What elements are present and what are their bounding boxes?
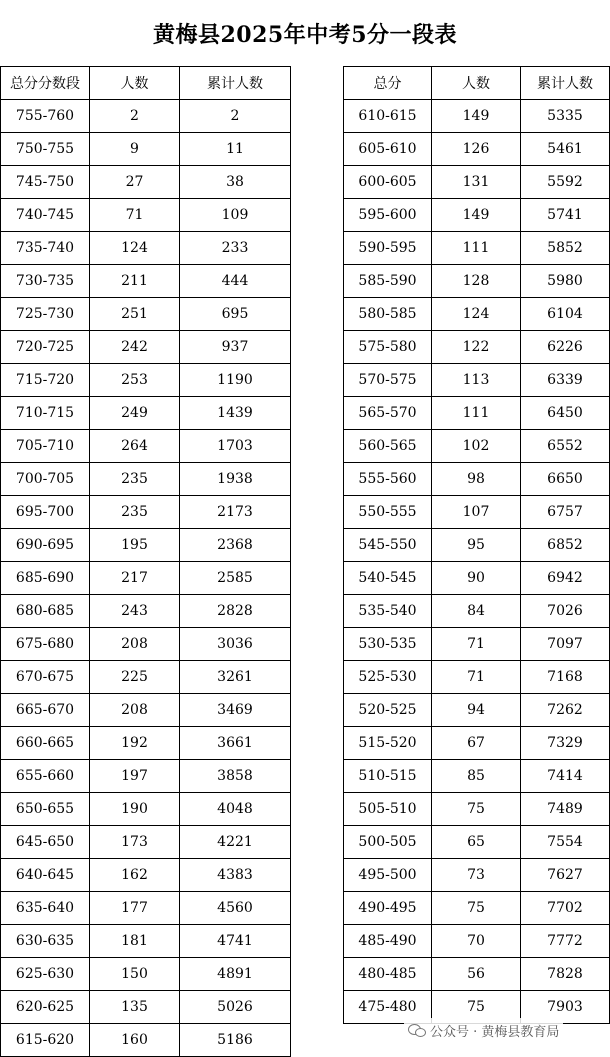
cell-cumulative: 5461 xyxy=(521,133,610,166)
cell-score-range: 530-535 xyxy=(344,628,432,661)
table-row xyxy=(1,397,291,430)
table-row xyxy=(1,562,291,595)
cell-score-range: 545-550 xyxy=(344,529,432,562)
cell-count: 75 xyxy=(432,892,521,925)
cell-score-range: 490-495 xyxy=(344,892,432,925)
cell-count: 190 xyxy=(90,793,180,826)
cell-score-range: 515-520 xyxy=(344,727,432,760)
table-row xyxy=(1,859,291,892)
cell-cumulative: 7702 xyxy=(521,892,610,925)
cell-count: 208 xyxy=(90,694,180,727)
table-row xyxy=(344,166,610,199)
right-table-header-row xyxy=(344,67,610,100)
table-row xyxy=(1,958,291,991)
cell-cumulative: 4741 xyxy=(180,925,291,958)
table-row xyxy=(1,628,291,661)
table-row xyxy=(1,529,291,562)
table-row xyxy=(344,694,610,727)
cell-score-range: 575-580 xyxy=(344,331,432,364)
header-score-range: 总分 xyxy=(344,67,432,100)
table-row xyxy=(1,298,291,331)
cell-count: 249 xyxy=(90,397,180,430)
left-table-body xyxy=(1,100,291,1057)
cell-cumulative: 7414 xyxy=(521,760,610,793)
table-row xyxy=(344,430,610,463)
cell-cumulative: 2368 xyxy=(180,529,291,562)
cell-count: 71 xyxy=(432,628,521,661)
cell-score-range: 610-615 xyxy=(344,100,432,133)
cell-cumulative: 7489 xyxy=(521,793,610,826)
cell-count: 149 xyxy=(432,199,521,232)
cell-count: 56 xyxy=(432,958,521,991)
cell-count: 149 xyxy=(432,100,521,133)
cell-score-range: 485-490 xyxy=(344,925,432,958)
cell-count: 98 xyxy=(432,463,521,496)
cell-cumulative: 5741 xyxy=(521,199,610,232)
cell-cumulative: 2173 xyxy=(180,496,291,529)
cell-count: 111 xyxy=(432,397,521,430)
cell-cumulative: 1703 xyxy=(180,430,291,463)
cell-score-range: 715-720 xyxy=(1,364,90,397)
cell-score-range: 500-505 xyxy=(344,826,432,859)
cell-score-range: 540-545 xyxy=(344,562,432,595)
cell-score-range: 660-665 xyxy=(1,727,90,760)
cell-cumulative: 4891 xyxy=(180,958,291,991)
cell-score-range: 650-655 xyxy=(1,793,90,826)
cell-score-range: 740-745 xyxy=(1,199,90,232)
table-row xyxy=(1,496,291,529)
cell-cumulative: 3661 xyxy=(180,727,291,760)
cell-count: 251 xyxy=(90,298,180,331)
table-row xyxy=(1,199,291,232)
cell-cumulative: 7903 xyxy=(521,991,610,1024)
cell-cumulative: 7772 xyxy=(521,925,610,958)
cell-count: 102 xyxy=(432,430,521,463)
cell-count: 242 xyxy=(90,331,180,364)
cell-cumulative: 7627 xyxy=(521,859,610,892)
cell-count: 27 xyxy=(90,166,180,199)
right-score-table xyxy=(343,66,610,1024)
cell-score-range: 550-555 xyxy=(344,496,432,529)
cell-cumulative: 7168 xyxy=(521,661,610,694)
cell-score-range: 535-540 xyxy=(344,595,432,628)
cell-cumulative: 6339 xyxy=(521,364,610,397)
table-row xyxy=(344,529,610,562)
table-row xyxy=(1,430,291,463)
cell-score-range: 600-605 xyxy=(344,166,432,199)
table-row xyxy=(1,331,291,364)
cell-count: 9 xyxy=(90,133,180,166)
cell-cumulative: 6104 xyxy=(521,298,610,331)
table-row xyxy=(344,100,610,133)
cell-cumulative: 6450 xyxy=(521,397,610,430)
table-row xyxy=(344,364,610,397)
table-row xyxy=(344,265,610,298)
cell-count: 217 xyxy=(90,562,180,595)
cell-count: 2 xyxy=(90,100,180,133)
cell-count: 95 xyxy=(432,529,521,562)
cell-cumulative: 6552 xyxy=(521,430,610,463)
cell-count: 126 xyxy=(432,133,521,166)
cell-score-range: 655-660 xyxy=(1,760,90,793)
left-score-table xyxy=(0,66,291,1057)
cell-score-range: 595-600 xyxy=(344,199,432,232)
cell-score-range: 620-625 xyxy=(1,991,90,1024)
cell-count: 197 xyxy=(90,760,180,793)
table-row xyxy=(344,925,610,958)
cell-cumulative: 4048 xyxy=(180,793,291,826)
table-row xyxy=(344,892,610,925)
cell-score-range: 685-690 xyxy=(1,562,90,595)
cell-score-range: 755-760 xyxy=(1,100,90,133)
cell-cumulative: 6757 xyxy=(521,496,610,529)
cell-count: 192 xyxy=(90,727,180,760)
cell-cumulative: 1439 xyxy=(180,397,291,430)
table-row xyxy=(1,265,291,298)
table-row xyxy=(1,760,291,793)
table-row xyxy=(344,397,610,430)
table-row xyxy=(344,859,610,892)
table-row xyxy=(344,958,610,991)
cell-cumulative: 1190 xyxy=(180,364,291,397)
cell-count: 85 xyxy=(432,760,521,793)
cell-score-range: 670-675 xyxy=(1,661,90,694)
header-count: 人数 xyxy=(90,67,180,100)
table-row xyxy=(1,463,291,496)
cell-count: 75 xyxy=(432,991,521,1024)
cell-score-range: 645-650 xyxy=(1,826,90,859)
watermark-text: 公众号 · 黄梅县教育局 xyxy=(430,1024,560,1040)
cell-cumulative: 7262 xyxy=(521,694,610,727)
cell-count: 84 xyxy=(432,595,521,628)
header-count: 人数 xyxy=(432,67,521,100)
header-cumulative: 累计人数 xyxy=(521,67,610,100)
cell-score-range: 665-670 xyxy=(1,694,90,727)
cell-cumulative: 5592 xyxy=(521,166,610,199)
table-row xyxy=(1,991,291,1024)
table-row xyxy=(344,463,610,496)
cell-count: 131 xyxy=(432,166,521,199)
table-row xyxy=(1,826,291,859)
cell-cumulative: 3036 xyxy=(180,628,291,661)
cell-cumulative: 5186 xyxy=(180,1024,291,1057)
cell-score-range: 525-530 xyxy=(344,661,432,694)
cell-count: 75 xyxy=(432,793,521,826)
cell-score-range: 730-735 xyxy=(1,265,90,298)
cell-score-range: 680-685 xyxy=(1,595,90,628)
cell-cumulative: 4383 xyxy=(180,859,291,892)
cell-cumulative: 7828 xyxy=(521,958,610,991)
cell-cumulative: 5980 xyxy=(521,265,610,298)
cell-cumulative: 109 xyxy=(180,199,291,232)
table-row xyxy=(344,232,610,265)
cell-count: 113 xyxy=(432,364,521,397)
cell-score-range: 725-730 xyxy=(1,298,90,331)
cell-cumulative: 7329 xyxy=(521,727,610,760)
cell-score-range: 735-740 xyxy=(1,232,90,265)
table-row xyxy=(1,232,291,265)
table-row xyxy=(1,100,291,133)
table-row xyxy=(344,199,610,232)
cell-cumulative: 6650 xyxy=(521,463,610,496)
cell-cumulative: 2828 xyxy=(180,595,291,628)
cell-score-range: 635-640 xyxy=(1,892,90,925)
cell-count: 70 xyxy=(432,925,521,958)
cell-score-range: 720-725 xyxy=(1,331,90,364)
table-row xyxy=(1,364,291,397)
cell-score-range: 710-715 xyxy=(1,397,90,430)
cell-count: 160 xyxy=(90,1024,180,1057)
cell-cumulative: 444 xyxy=(180,265,291,298)
cell-cumulative: 4560 xyxy=(180,892,291,925)
cell-cumulative: 5026 xyxy=(180,991,291,1024)
cell-count: 122 xyxy=(432,331,521,364)
right-table-body xyxy=(344,100,610,1024)
cell-cumulative: 6942 xyxy=(521,562,610,595)
wechat-icon xyxy=(408,1023,426,1037)
table-row xyxy=(1,661,291,694)
cell-cumulative: 38 xyxy=(180,166,291,199)
cell-count: 90 xyxy=(432,562,521,595)
cell-count: 211 xyxy=(90,265,180,298)
cell-cumulative: 2 xyxy=(180,100,291,133)
cell-cumulative: 4221 xyxy=(180,826,291,859)
cell-count: 177 xyxy=(90,892,180,925)
cell-cumulative: 6226 xyxy=(521,331,610,364)
cell-cumulative: 3261 xyxy=(180,661,291,694)
table-row xyxy=(1,1024,291,1057)
cell-score-range: 675-680 xyxy=(1,628,90,661)
cell-cumulative: 7026 xyxy=(521,595,610,628)
cell-count: 162 xyxy=(90,859,180,892)
cell-score-range: 630-635 xyxy=(1,925,90,958)
cell-score-range: 505-510 xyxy=(344,793,432,826)
cell-count: 225 xyxy=(90,661,180,694)
cell-cumulative: 3469 xyxy=(180,694,291,727)
table-row xyxy=(344,793,610,826)
cell-count: 65 xyxy=(432,826,521,859)
cell-score-range: 560-565 xyxy=(344,430,432,463)
table-row xyxy=(344,760,610,793)
cell-count: 124 xyxy=(90,232,180,265)
cell-count: 195 xyxy=(90,529,180,562)
cell-score-range: 640-645 xyxy=(1,859,90,892)
cell-count: 94 xyxy=(432,694,521,727)
cell-count: 67 xyxy=(432,727,521,760)
cell-score-range: 520-525 xyxy=(344,694,432,727)
cell-score-range: 580-585 xyxy=(344,298,432,331)
cell-cumulative: 1938 xyxy=(180,463,291,496)
cell-score-range: 555-560 xyxy=(344,463,432,496)
table-row xyxy=(344,298,610,331)
cell-cumulative: 5852 xyxy=(521,232,610,265)
table-row xyxy=(1,925,291,958)
cell-cumulative: 7097 xyxy=(521,628,610,661)
page-title: 黄梅县2025年中考5分一段表 xyxy=(152,21,458,48)
table-row xyxy=(344,595,610,628)
cell-score-range: 480-485 xyxy=(344,958,432,991)
cell-cumulative: 6852 xyxy=(521,529,610,562)
left-table-header-row xyxy=(1,67,291,100)
cell-count: 173 xyxy=(90,826,180,859)
cell-count: 128 xyxy=(432,265,521,298)
cell-count: 71 xyxy=(432,661,521,694)
cell-score-range: 700-705 xyxy=(1,463,90,496)
cell-count: 73 xyxy=(432,859,521,892)
cell-count: 181 xyxy=(90,925,180,958)
cell-score-range: 605-610 xyxy=(344,133,432,166)
cell-score-range: 615-620 xyxy=(1,1024,90,1057)
cell-count: 107 xyxy=(432,496,521,529)
cell-count: 235 xyxy=(90,496,180,529)
cell-score-range: 570-575 xyxy=(344,364,432,397)
table-row xyxy=(344,496,610,529)
table-row xyxy=(1,166,291,199)
table-row xyxy=(344,562,610,595)
table-row xyxy=(344,331,610,364)
cell-cumulative: 937 xyxy=(180,331,291,364)
cell-score-range: 510-515 xyxy=(344,760,432,793)
cell-count: 124 xyxy=(432,298,521,331)
cell-score-range: 590-595 xyxy=(344,232,432,265)
cell-cumulative: 7554 xyxy=(521,826,610,859)
cell-count: 243 xyxy=(90,595,180,628)
cell-count: 208 xyxy=(90,628,180,661)
cell-count: 150 xyxy=(90,958,180,991)
header-cumulative: 累计人数 xyxy=(180,67,291,100)
header-score-range: 总分分数段 xyxy=(1,67,90,100)
cell-cumulative: 3858 xyxy=(180,760,291,793)
table-row xyxy=(1,892,291,925)
cell-score-range: 745-750 xyxy=(1,166,90,199)
table-row xyxy=(1,595,291,628)
cell-count: 253 xyxy=(90,364,180,397)
cell-cumulative: 695 xyxy=(180,298,291,331)
table-row xyxy=(344,727,610,760)
table-row xyxy=(1,133,291,166)
cell-score-range: 695-700 xyxy=(1,496,90,529)
cell-score-range: 750-755 xyxy=(1,133,90,166)
table-row xyxy=(344,661,610,694)
cell-count: 71 xyxy=(90,199,180,232)
watermark xyxy=(404,1018,563,1042)
cell-score-range: 475-480 xyxy=(344,991,432,1024)
table-row xyxy=(1,793,291,826)
table-row xyxy=(1,727,291,760)
cell-count: 264 xyxy=(90,430,180,463)
cell-score-range: 585-590 xyxy=(344,265,432,298)
table-row xyxy=(344,133,610,166)
title-row xyxy=(0,4,610,62)
cell-score-range: 690-695 xyxy=(1,529,90,562)
cell-count: 111 xyxy=(432,232,521,265)
cell-cumulative: 233 xyxy=(180,232,291,265)
cell-cumulative: 5335 xyxy=(521,100,610,133)
cell-cumulative: 11 xyxy=(180,133,291,166)
cell-count: 235 xyxy=(90,463,180,496)
table-row xyxy=(344,628,610,661)
cell-score-range: 495-500 xyxy=(344,859,432,892)
cell-score-range: 705-710 xyxy=(1,430,90,463)
cell-cumulative: 2585 xyxy=(180,562,291,595)
table-row xyxy=(344,826,610,859)
cell-score-range: 565-570 xyxy=(344,397,432,430)
cell-score-range: 625-630 xyxy=(1,958,90,991)
cell-count: 135 xyxy=(90,991,180,1024)
table-row xyxy=(1,694,291,727)
